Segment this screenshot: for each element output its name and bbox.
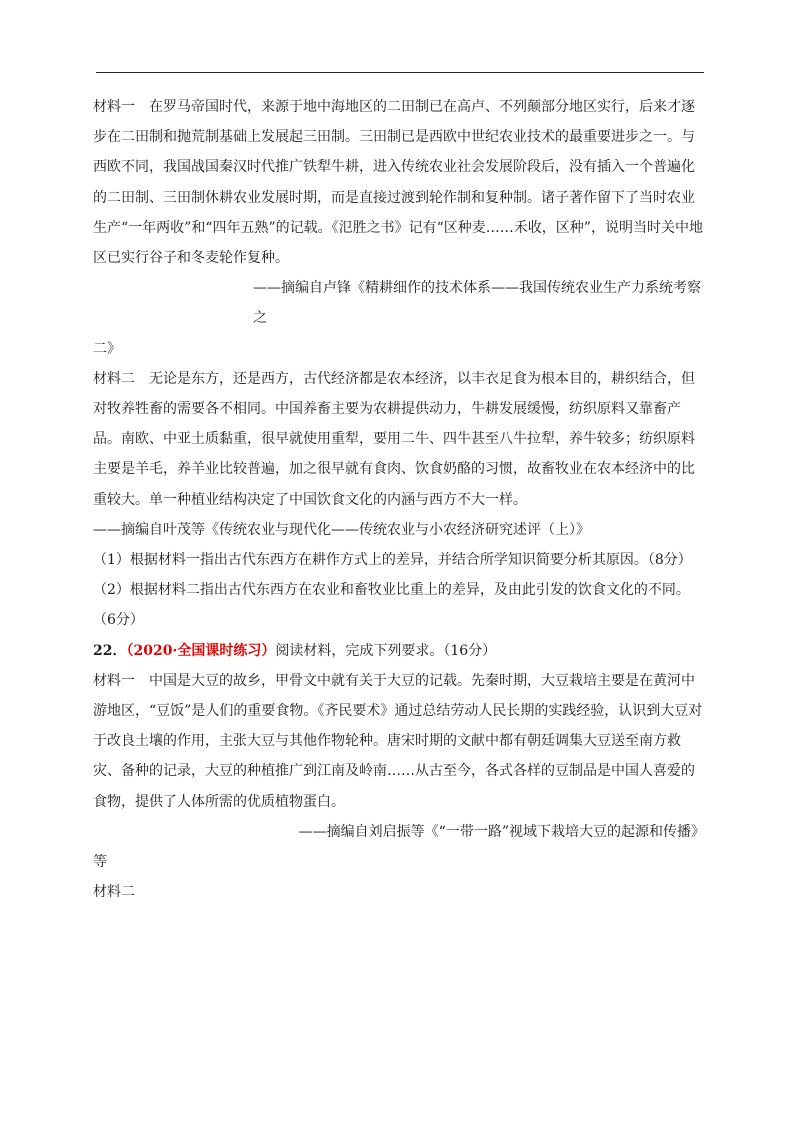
q22-material-1: 材料一 中国是大豆的故乡，甲骨文中就有关于大豆的记载。先秦时期，大豆栽培主要是在黄河中游地区，“豆饭”是人们的重要食物。《齐民要术》通过总结劳动人民长期的实践经验，认识到大豆对于改良土壤的作用，主张大豆与其他作物轮种。唐宋时期的文献中都有朝廷调集大豆送至南方救灾、备种的记录，大豆的种植推广到江南及岭南……从古至今，各式各样的豆制品是中国人喜爱的食物，提供了人体所需的优质植物蛋白。	[93, 672, 703, 810]
document-body	[93, 92, 705, 907]
q22-prompt: 阅读材料，完成下列要求。（16分）	[275, 642, 497, 659]
q21-material-2: 材料二 无论是东方，还是西方，古代经济都是农本经济，以丰衣足食为根本目的，耕织结合，但对牧养牲畜的需要各不相同。中国养畜主要为农耕提供动力，牛耕发展缓慢，纺织原料又靠畜产品。南欧、中亚土质黏重，很早就使用重犁，要用二牛、四牛甚至八牛拉犁，养牛较多；纺织原料主要是羊毛，养羊业比较普遍，加之很早就有食肉、饮食奶酪的习惯，故畜牧业在农本经济中的比重较大。单一种植业结构决定了中国饮食文化的内涵与西方不大一样。	[93, 370, 695, 508]
q22-material-1-citation-end: 等	[93, 854, 107, 871]
header-rule	[96, 72, 704, 73]
q21-material-1-citation: ——摘编自卢锋《精耕细作的技术体系——我国传统农业生产力系统考察之	[253, 280, 701, 327]
q22-number: 22．	[93, 642, 127, 659]
q21-material-2-citation: ——摘编自叶茂等《传统农业与现代化——传统农业与小农经济研究述评（上）》	[93, 521, 590, 538]
q21-question-1: （1）根据材料一指出古代东西方在耕作方式上的差异，并结合所学知识简要分析其原因。（8分）	[93, 552, 692, 569]
q22-material-2: 材料二	[93, 884, 135, 901]
q21-material-1: 材料一 在罗马帝国时代，来源于地中海地区的二田制已在高卢、不列颠部分地区实行，后来才逐步在二田制和抛荒制基础上发展起三田制。三田制已是西欧中世纪农业技术的最重要进步之一。与西欧不同，我国战国秦汉时代推广铁犁牛耕，进入传统农业社会发展阶段后，没有插入一个普遍化的二田制、三田制休耕农业发展时期，而是直接过渡到轮作制和复种制。诸子著作留下了当时农业生产“一年两收”和“四年五熟”的记载。《氾胜之书》记有“区种麦……禾收，区种”，说明当时关中地区已实行谷子和冬麦轮作复种。	[93, 99, 703, 267]
q21-question-2: （2）根据材料二指出古代东西方在农业和畜牧业比重上的差异，及由此引发的饮食文化的不同。（6分）	[93, 582, 690, 629]
q22-header	[93, 636, 705, 666]
q21-material-1-citation-end: 二》	[93, 340, 121, 357]
q22-material-1-citation: ——摘编自刘启振等《“一带一路”视域下栽培大豆的起源和传播》	[298, 823, 705, 840]
q22-source-tag: （2020·全国课时练习）	[126, 642, 276, 659]
